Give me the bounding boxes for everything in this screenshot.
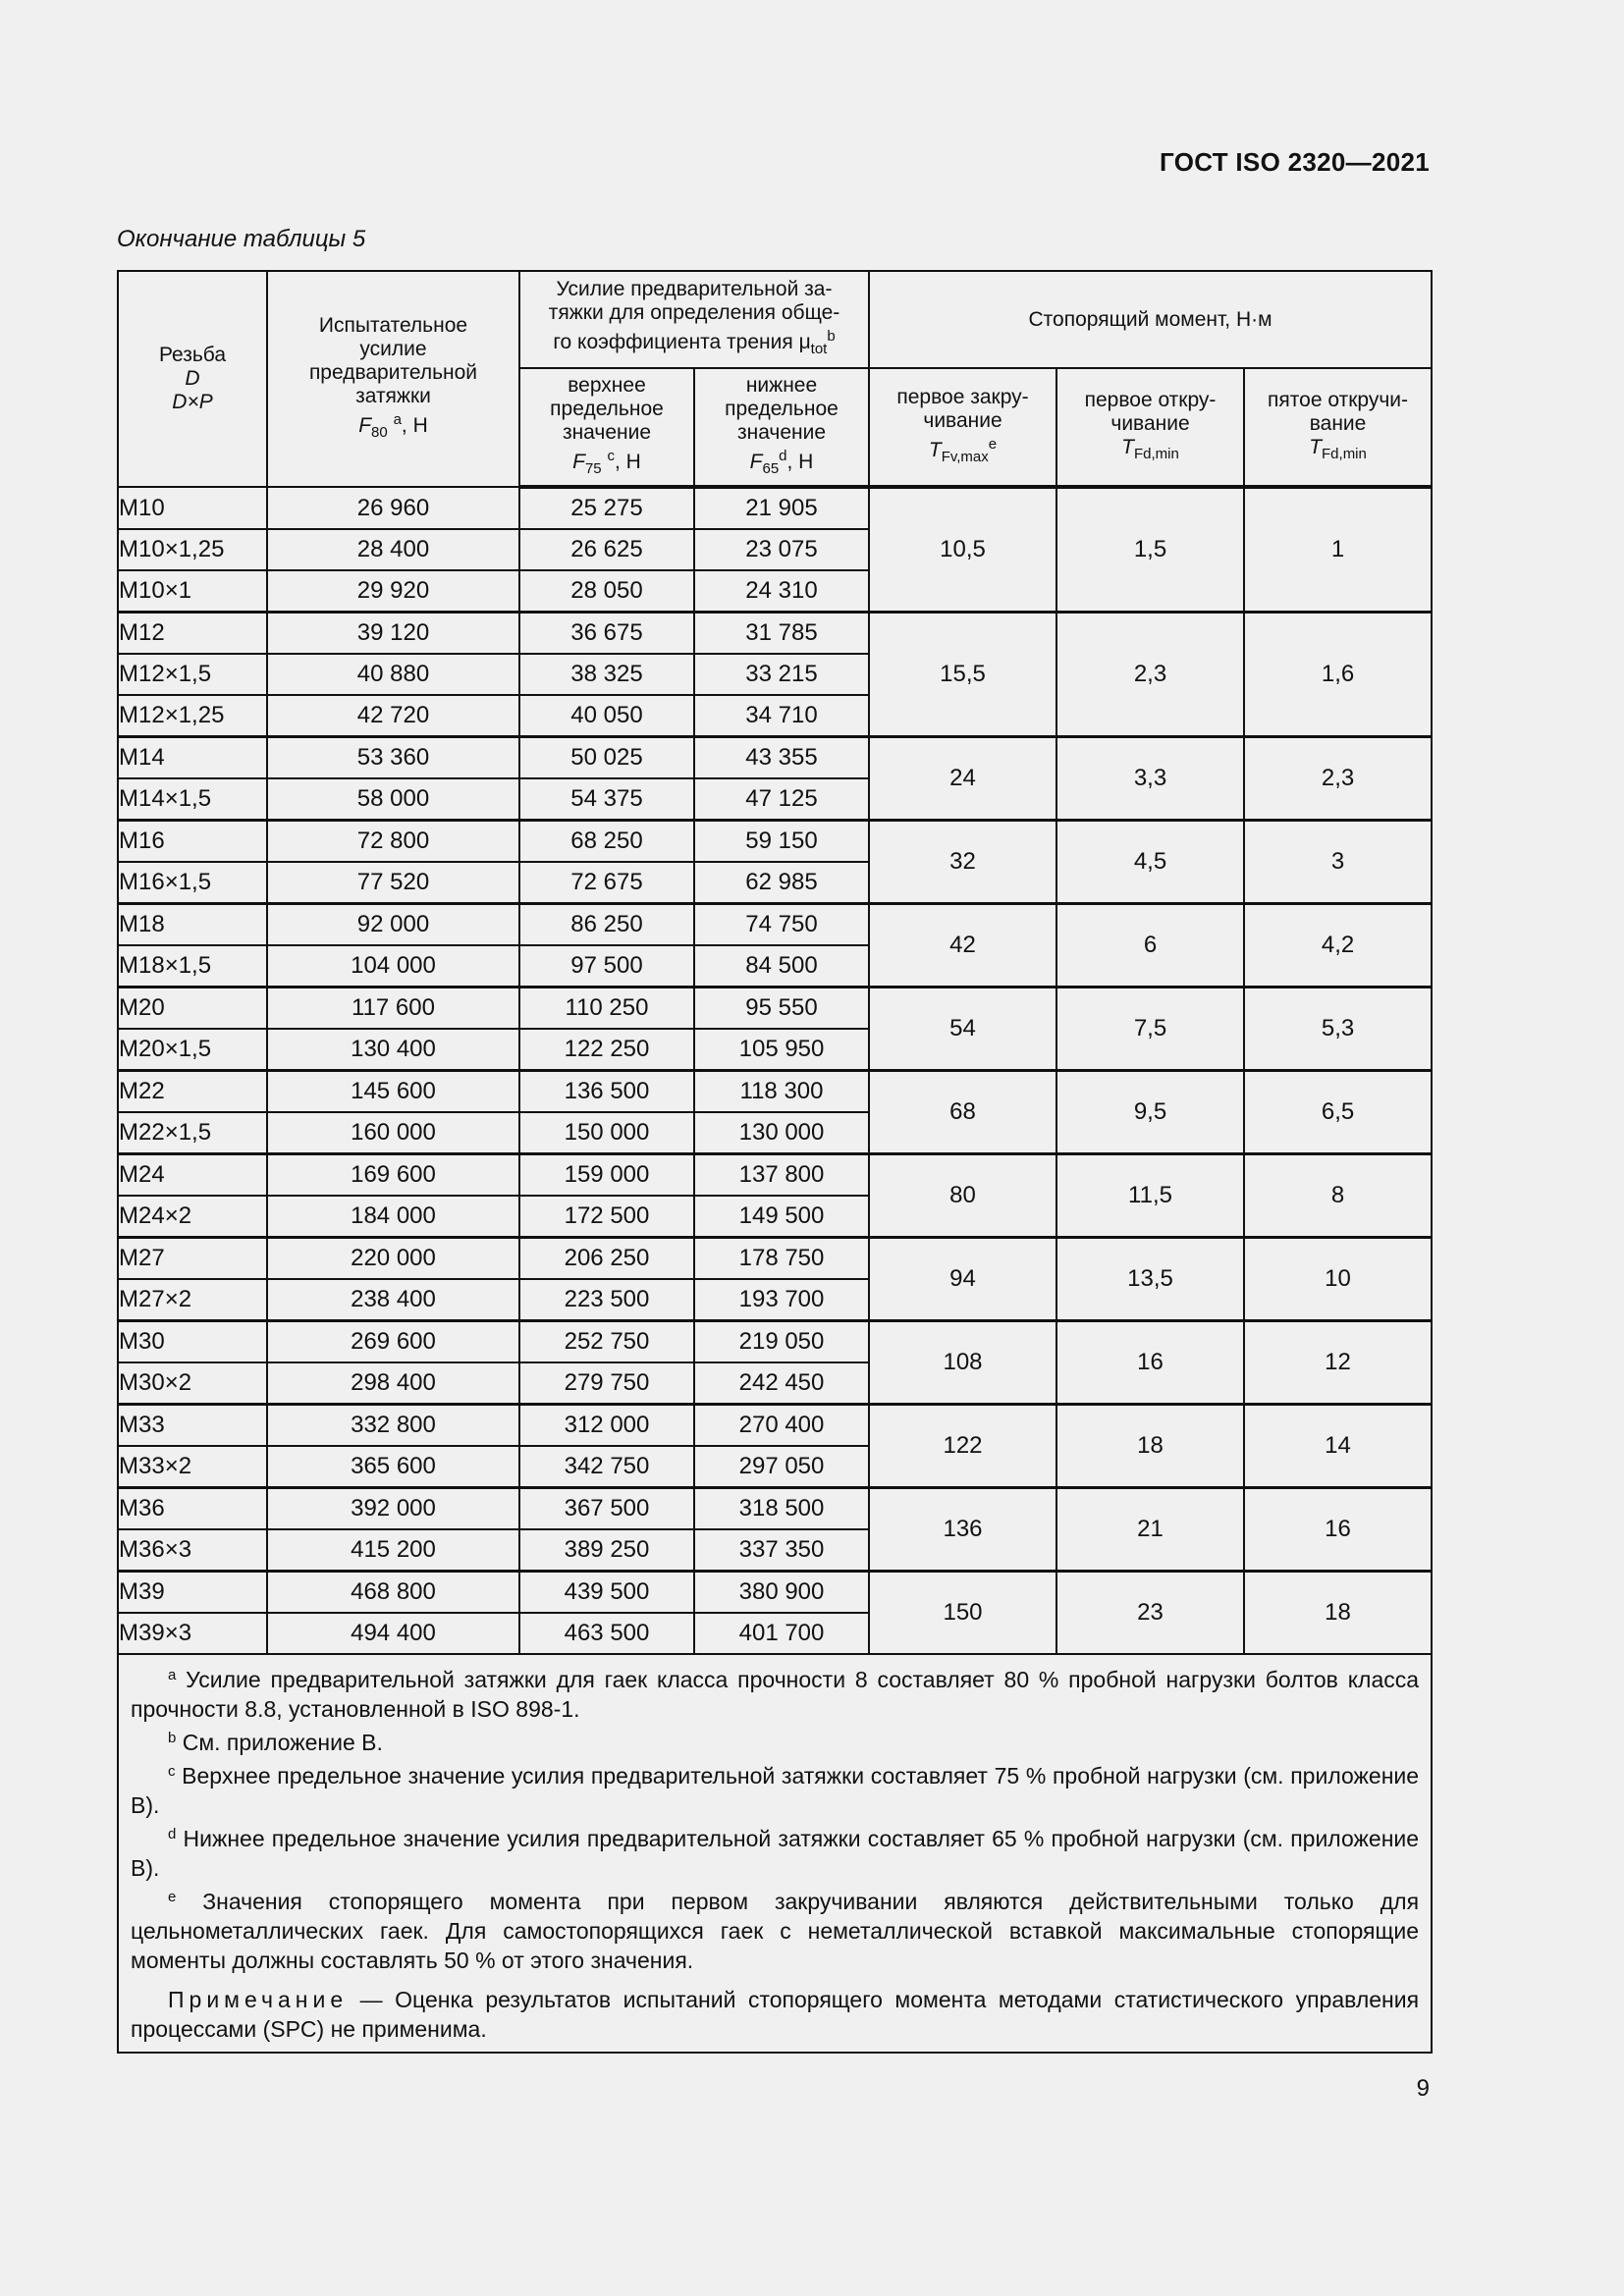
upper-limit-cell: 389 250 xyxy=(519,1529,694,1572)
torque-first-tightening-cell: 15,5 xyxy=(869,613,1056,737)
torque-first-tightening-cell: 54 xyxy=(869,988,1056,1071)
upper-limit-cell: 136 500 xyxy=(519,1071,694,1113)
table-caption: Окончание таблицы 5 xyxy=(117,226,366,252)
torque-first-tightening-cell: 42 xyxy=(869,904,1056,988)
table-row xyxy=(118,1572,1432,1614)
torque-first-loosening-cell: 13,5 xyxy=(1056,1238,1244,1321)
upper-limit-cell: 36 675 xyxy=(519,613,694,655)
torque-first-loosening-cell: 7,5 xyxy=(1056,988,1244,1071)
proof-load-cell: 72 800 xyxy=(267,821,519,863)
torque-fifth-loosening-cell: 14 xyxy=(1244,1405,1432,1488)
torque-fifth-loosening-cell: 1,6 xyxy=(1244,613,1432,737)
torque-first-tightening-cell: 122 xyxy=(869,1405,1056,1488)
torque-first-tightening-cell: 80 xyxy=(869,1154,1056,1238)
table-row xyxy=(118,737,1432,779)
proof-load-cell: 169 600 xyxy=(267,1154,519,1197)
thread-cell: M39×3 xyxy=(118,1613,267,1654)
preload-group-header: Усилие предварительной за- тяжки для определения обще- го коэффициента трения $\mu_{tot}^b$ xyxy=(519,271,869,368)
upper-limit-cell: 97 500 xyxy=(519,945,694,988)
lower-limit-cell: 118 300 xyxy=(694,1071,869,1113)
torque-fifth-loosening-cell: 6,5 xyxy=(1244,1071,1432,1154)
torque-first-tightening-cell: 24 xyxy=(869,737,1056,821)
upper-limit-cell: 150 000 xyxy=(519,1112,694,1154)
proof-load-cell: 117 600 xyxy=(267,988,519,1030)
thread-cell: M22×1,5 xyxy=(118,1112,267,1154)
upper-limit-cell: 38 325 xyxy=(519,654,694,695)
torque-first-loosening-cell: 11,5 xyxy=(1056,1154,1244,1238)
col-fifth-loosening-header: пятое откручи- вание $T_{Fd,min}$ xyxy=(1244,368,1432,487)
proof-load-cell: 145 600 xyxy=(267,1071,519,1113)
upper-limit-cell: 28 050 xyxy=(519,570,694,613)
footnotes xyxy=(118,1654,1432,2053)
thread-cell: M12 xyxy=(118,613,267,655)
page-number: 9 xyxy=(1416,2075,1430,2102)
table-row xyxy=(118,1071,1432,1113)
table-row xyxy=(118,1488,1432,1530)
thread-cell: M20×1,5 xyxy=(118,1029,267,1071)
thread-cell: M10×1,25 xyxy=(118,529,267,570)
upper-limit-cell: 223 500 xyxy=(519,1279,694,1321)
lower-limit-cell: 74 750 xyxy=(694,904,869,946)
thread-cell: M27×2 xyxy=(118,1279,267,1321)
lower-limit-cell: 193 700 xyxy=(694,1279,869,1321)
upper-limit-cell: 439 500 xyxy=(519,1572,694,1614)
torque-first-tightening-cell: 136 xyxy=(869,1488,1056,1572)
upper-limit-cell: 279 750 xyxy=(519,1362,694,1405)
upper-limit-cell: 110 250 xyxy=(519,988,694,1030)
proof-load-cell: 415 200 xyxy=(267,1529,519,1572)
torque-first-loosening-cell: 6 xyxy=(1056,904,1244,988)
upper-limit-cell: 206 250 xyxy=(519,1238,694,1280)
proof-load-cell: 468 800 xyxy=(267,1572,519,1614)
torque-first-loosening-cell: 2,3 xyxy=(1056,613,1244,737)
lower-limit-cell: 23 075 xyxy=(694,529,869,570)
torque-first-loosening-cell: 4,5 xyxy=(1056,821,1244,904)
proof-load-cell: 104 000 xyxy=(267,945,519,988)
proof-load-cell: 39 120 xyxy=(267,613,519,655)
upper-limit-cell: 50 025 xyxy=(519,737,694,779)
torque-fifth-loosening-cell: 3 xyxy=(1244,821,1432,904)
lower-limit-cell: 337 350 xyxy=(694,1529,869,1572)
thread-cell: M18 xyxy=(118,904,267,946)
footnote-d: $^d$ Нижнее предельное значение усилия предварительной затяжки составляет 65 % пробной нагрузки (см. приложение В). xyxy=(131,1826,1420,1881)
torque-fifth-loosening-cell: 5,3 xyxy=(1244,988,1432,1071)
torque-fifth-loosening-cell: 8 xyxy=(1244,1154,1432,1238)
torque-fifth-loosening-cell: 16 xyxy=(1244,1488,1432,1572)
proof-load-cell: 365 600 xyxy=(267,1446,519,1488)
torque-first-tightening-cell: 10,5 xyxy=(869,487,1056,613)
table-row xyxy=(118,487,1432,529)
proof-load-cell: 332 800 xyxy=(267,1405,519,1447)
thread-cell: M27 xyxy=(118,1238,267,1280)
proof-load-cell: 28 400 xyxy=(267,529,519,570)
thread-cell: M24 xyxy=(118,1154,267,1197)
thread-cell: M16 xyxy=(118,821,267,863)
lower-limit-cell: 219 050 xyxy=(694,1321,869,1363)
thread-cell: M33×2 xyxy=(118,1446,267,1488)
document-code: ГОСТ ISO 2320—2021 xyxy=(1160,147,1430,177)
lower-limit-cell: 318 500 xyxy=(694,1488,869,1530)
lower-limit-cell: 62 985 xyxy=(694,862,869,904)
table-row xyxy=(118,613,1432,655)
upper-limit-cell: 40 050 xyxy=(519,695,694,737)
proof-load-cell: 26 960 xyxy=(267,487,519,529)
torque-first-loosening-cell: 3,3 xyxy=(1056,737,1244,821)
upper-limit-cell: 86 250 xyxy=(519,904,694,946)
data-table xyxy=(117,270,1433,2054)
thread-cell: M36×3 xyxy=(118,1529,267,1572)
upper-limit-cell: 54 375 xyxy=(519,778,694,821)
torque-first-loosening-cell: 16 xyxy=(1056,1321,1244,1405)
thread-cell: M20 xyxy=(118,988,267,1030)
footnote-b: $^b$ См. приложение В. xyxy=(168,1730,383,1755)
lower-limit-cell: 59 150 xyxy=(694,821,869,863)
proof-load-cell: 298 400 xyxy=(267,1362,519,1405)
torque-first-loosening-cell: 21 xyxy=(1056,1488,1244,1572)
thread-cell: M14×1,5 xyxy=(118,778,267,821)
upper-limit-cell: 312 000 xyxy=(519,1405,694,1447)
torque-first-loosening-cell: 23 xyxy=(1056,1572,1244,1655)
col-thread-header: Резьба D D×P xyxy=(118,271,267,487)
thread-cell: M22 xyxy=(118,1071,267,1113)
proof-load-cell: 184 000 xyxy=(267,1196,519,1238)
lower-limit-cell: 95 550 xyxy=(694,988,869,1030)
lower-limit-cell: 149 500 xyxy=(694,1196,869,1238)
table-row xyxy=(118,821,1432,863)
upper-limit-cell: 26 625 xyxy=(519,529,694,570)
proof-load-cell: 392 000 xyxy=(267,1488,519,1530)
lower-limit-cell: 297 050 xyxy=(694,1446,869,1488)
lower-limit-cell: 84 500 xyxy=(694,945,869,988)
col-upper-header: верхнее предельное значение $F_{75}$ $^c$, Н xyxy=(519,368,694,487)
footnote-a: $^a$ Усилие предварительной затяжки для гаек класса прочности 8 составляет 80 % пробной нагрузки болтов класса прочности 8.8, установленной в ISO 898-1. xyxy=(131,1667,1420,1722)
lower-limit-cell: 43 355 xyxy=(694,737,869,779)
lower-limit-cell: 137 800 xyxy=(694,1154,869,1197)
table-row xyxy=(118,1405,1432,1447)
lower-limit-cell: 33 215 xyxy=(694,654,869,695)
torque-fifth-loosening-cell: 12 xyxy=(1244,1321,1432,1405)
table-row xyxy=(118,904,1432,946)
upper-limit-cell: 122 250 xyxy=(519,1029,694,1071)
proof-load-cell: 238 400 xyxy=(267,1279,519,1321)
table-row xyxy=(118,988,1432,1030)
thread-cell: M24×2 xyxy=(118,1196,267,1238)
torque-first-tightening-cell: 94 xyxy=(869,1238,1056,1321)
table-row xyxy=(118,1321,1432,1363)
torque-first-tightening-cell: 108 xyxy=(869,1321,1056,1405)
table-note: Примечание — Оценка результатов испытаний стопорящего момента методами статистического управления процессами (SPC) не применима. xyxy=(131,1987,1420,2042)
proof-load-cell: 40 880 xyxy=(267,654,519,695)
proof-load-cell: 220 000 xyxy=(267,1238,519,1280)
proof-load-cell: 160 000 xyxy=(267,1112,519,1154)
table-row xyxy=(118,1238,1432,1280)
proof-load-cell: 58 000 xyxy=(267,778,519,821)
proof-load-cell: 92 000 xyxy=(267,904,519,946)
upper-limit-cell: 68 250 xyxy=(519,821,694,863)
col-proof-header: Испытательное усилие предварительной затяжки $F_{80}$ $^a$, Н xyxy=(267,271,519,487)
thread-cell: M12×1,5 xyxy=(118,654,267,695)
torque-first-loosening-cell: 18 xyxy=(1056,1405,1244,1488)
thread-cell: M36 xyxy=(118,1488,267,1530)
proof-load-cell: 42 720 xyxy=(267,695,519,737)
upper-limit-cell: 342 750 xyxy=(519,1446,694,1488)
torque-first-tightening-cell: 150 xyxy=(869,1572,1056,1655)
lower-limit-cell: 24 310 xyxy=(694,570,869,613)
thread-cell: M10×1 xyxy=(118,570,267,613)
proof-load-cell: 53 360 xyxy=(267,737,519,779)
proof-load-cell: 130 400 xyxy=(267,1029,519,1071)
torque-fifth-loosening-cell: 2,3 xyxy=(1244,737,1432,821)
thread-cell: M16×1,5 xyxy=(118,862,267,904)
lower-limit-cell: 47 125 xyxy=(694,778,869,821)
table-body xyxy=(118,487,1432,1654)
proof-load-cell: 29 920 xyxy=(267,570,519,613)
upper-limit-cell: 172 500 xyxy=(519,1196,694,1238)
torque-group-header: Стопорящий момент, Н·м xyxy=(869,271,1432,368)
thread-cell: M18×1,5 xyxy=(118,945,267,988)
upper-limit-cell: 72 675 xyxy=(519,862,694,904)
proof-load-cell: 494 400 xyxy=(267,1613,519,1654)
footnote-c: $^c$ Верхнее предельное значение усилия предварительной затяжки составляет 75 % пробной нагрузки (см. приложение В). xyxy=(131,1763,1420,1818)
col-first-loosening-header: первое откру- чивание $T_{Fd,min}$ xyxy=(1056,368,1244,487)
lower-limit-cell: 401 700 xyxy=(694,1613,869,1654)
thread-cell: M39 xyxy=(118,1572,267,1614)
thread-cell: M30 xyxy=(118,1321,267,1363)
col-first-tightening-header: первое закру- чивание $T_{Fv,max}^e$ xyxy=(869,368,1056,487)
upper-limit-cell: 463 500 xyxy=(519,1613,694,1654)
upper-limit-cell: 25 275 xyxy=(519,487,694,529)
table-row xyxy=(118,1154,1432,1197)
thread-cell: M30×2 xyxy=(118,1362,267,1405)
lower-limit-cell: 130 000 xyxy=(694,1112,869,1154)
proof-load-cell: 269 600 xyxy=(267,1321,519,1363)
lower-limit-cell: 242 450 xyxy=(694,1362,869,1405)
thread-cell: M33 xyxy=(118,1405,267,1447)
torque-fifth-loosening-cell: 1 xyxy=(1244,487,1432,613)
footnote-e: $^e$ Значения стопорящего момента при первом закручивании являются действительными только для цельнометаллических гаек. Для самостопорящихся гаек с неметаллической вставкой максимальные стопорящие моменты должны составлять 50 % от этого значения. xyxy=(131,1889,1420,1973)
thread-cell: M14 xyxy=(118,737,267,779)
thread-cell: M10 xyxy=(118,487,267,529)
upper-limit-cell: 159 000 xyxy=(519,1154,694,1197)
proof-load-cell: 77 520 xyxy=(267,862,519,904)
lower-limit-cell: 31 785 xyxy=(694,613,869,655)
lower-limit-cell: 21 905 xyxy=(694,487,869,529)
torque-first-loosening-cell: 9,5 xyxy=(1056,1071,1244,1154)
col-lower-header: нижнее предельное значение $F_{65}^d$, Н xyxy=(694,368,869,487)
torque-fifth-loosening-cell: 18 xyxy=(1244,1572,1432,1655)
lower-limit-cell: 270 400 xyxy=(694,1405,869,1447)
lower-limit-cell: 178 750 xyxy=(694,1238,869,1280)
lower-limit-cell: 105 950 xyxy=(694,1029,869,1071)
torque-first-tightening-cell: 68 xyxy=(869,1071,1056,1154)
torque-first-tightening-cell: 32 xyxy=(869,821,1056,904)
lower-limit-cell: 380 900 xyxy=(694,1572,869,1614)
upper-limit-cell: 367 500 xyxy=(519,1488,694,1530)
torque-fifth-loosening-cell: 4,2 xyxy=(1244,904,1432,988)
lower-limit-cell: 34 710 xyxy=(694,695,869,737)
torque-first-loosening-cell: 1,5 xyxy=(1056,487,1244,613)
torque-fifth-loosening-cell: 10 xyxy=(1244,1238,1432,1321)
upper-limit-cell: 252 750 xyxy=(519,1321,694,1363)
thread-cell: M12×1,25 xyxy=(118,695,267,737)
